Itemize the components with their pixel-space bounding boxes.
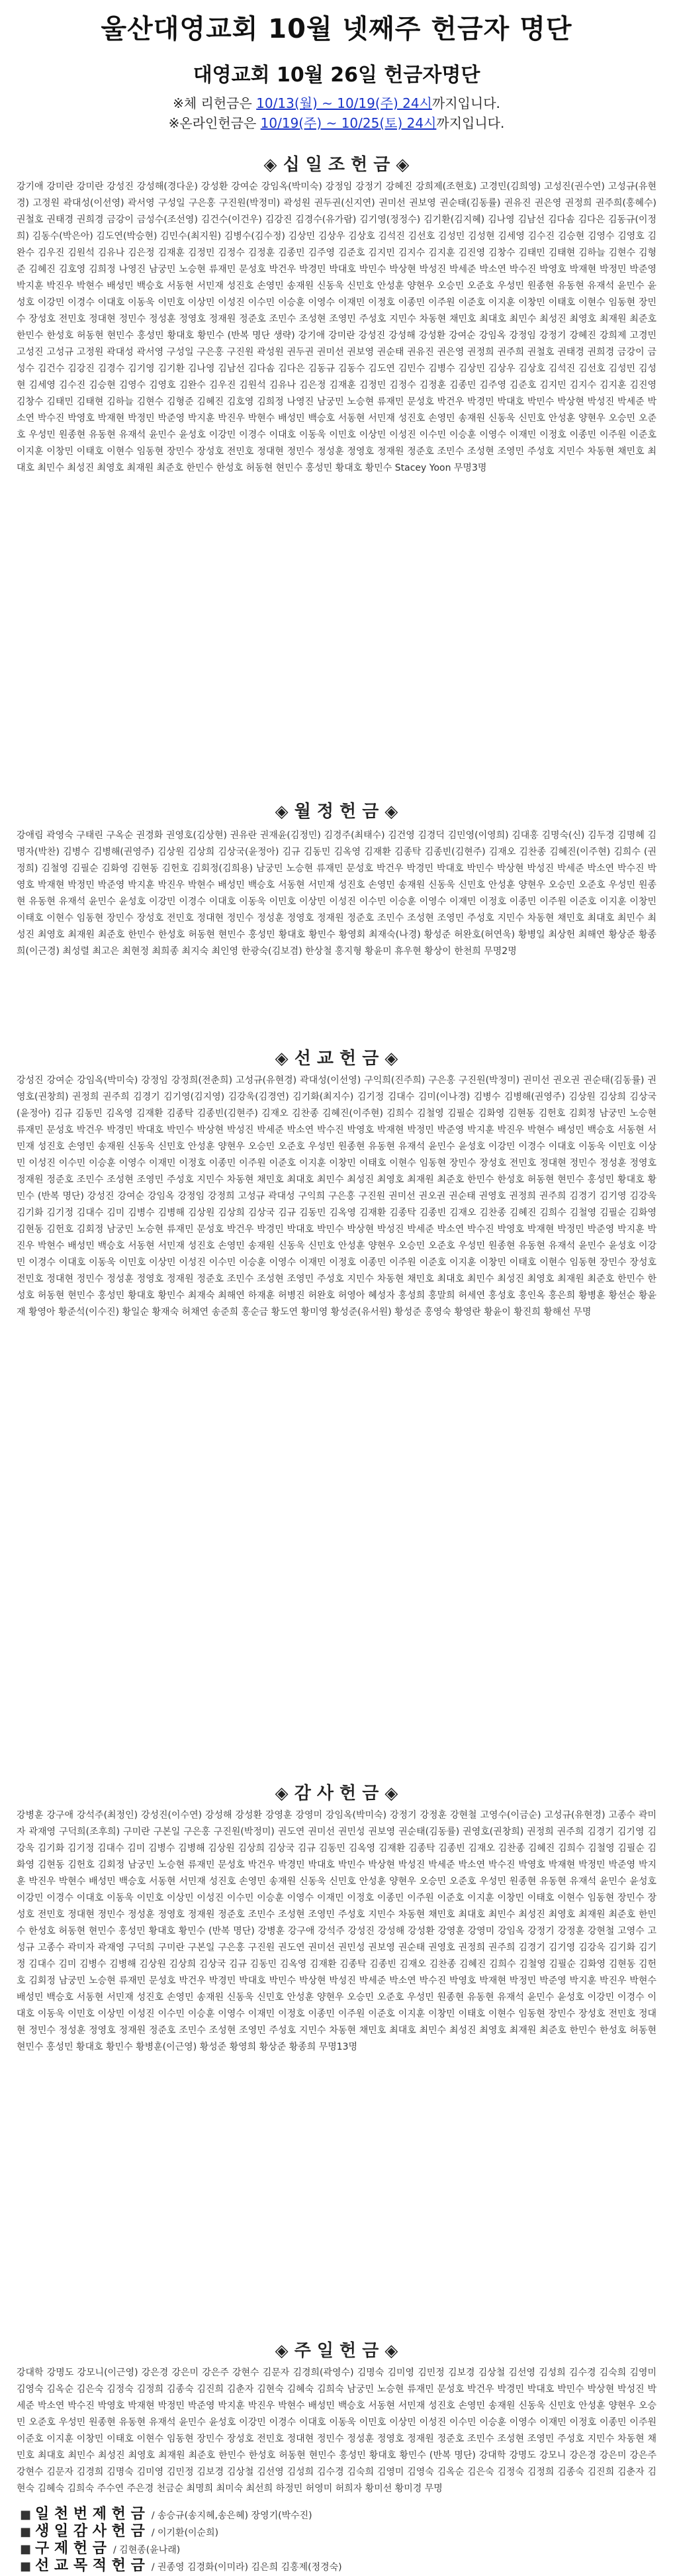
offline-period-prefix: ※체 리헌금은 [173, 95, 257, 111]
offline-period-range[interactable]: 10/13(월) ~ 10/19(주) 24시 [256, 95, 432, 111]
special-offering-label: 구 제 헌 금 [35, 2540, 107, 2557]
special-offering-names: / 권종영 김경화(이미라) 김은희 김홍제(정경숙) [151, 2562, 342, 2573]
online-period-range[interactable]: 10/19(주) ~ 10/25(토) 24시 [260, 115, 437, 131]
sunday-offering-section-title: ◈ 주 일 헌 금 ◈ [275, 2341, 398, 2361]
special-offering-names: / 송승규(송지혜,송은혜) 장영기(박수진) [151, 2510, 312, 2521]
tithe-names: 강기애 강미란 강미란 강성진 강성해(경다운) 강성환 강여순 강임옥(박미숙) 강정임 강정기 강혜진 강희제(조현호) 고경민(김희영) 고성진(권수연) 고성규(유현경) 고정원 곽대성(이선영) 곽서영 구성일 구은홍 구진원(박정미) 곽성원 권두권(신지연) 권미선 권보영 권순태(김동률) 권유진 권은영 권정희 권주희(홍혜수) 권철호 권태경 권희경 금강이 금성수(조선영) 김건수(이건우) 김강진 김경수(유가람) 김기영(정정수) 김기환(김지혜) 김나영 김남선 김다솜 김다은 김동규(이정희) 김동수(박은아) 김도연(박승현) 김민수(최지원) 김병수(김수정) 김상민 김상우 김상호 김석진 김선호 김성민 김성현 김세영 김수진 김승현 김영수 김영호 김완수 김우진 김원석 김유나 김은정 김재훈 김정민 김정수 김정훈 김종민 김주영 김준호 김지민 김지수 김지훈 김진영 김창수 김태민 김태현 김하늘 김현수 김형준 김혜진 김호영 김희정 나영진 남궁민 노승현 류재민 문성호 박건우 박경민 박대호 박민수 박상현 박성진 박세준 박소연 박수진 박영호 박재현 박정민 박준영 박지훈 박진우 박현수 배성민 백승호 서동현 서민재 성진호 손영민 송재원 신동욱 신민호 안성훈 양현우 오승민 오준호 우성민 원종현 유동현 유재석 윤민수 윤성호 이강민 이경수 이대호 이동욱 이민호 이상민 이성진 이수민 이승훈 이영수 이재민 이정호 이종민 이주원 이준호 이지훈 이창민 이태호 이현수 임동현 장민수 장성호 전민호 정대현 정민수 정성훈 정영호 정재원 정준호 조민수 조성현 조영민 주성호 지민수 차동현 채민호 최대호 최민수 최성진 최영호 최재원 최준호 한민수 한성호 허동현 현민수 홍성민 황대호 황민수 (반복 명단 생략) 강기애 강미란 강성진 강성해 강성환 강여순 강임옥 강정임 강정기 강혜진 강희제 고경민 고성진 고성규 고정원 곽대성 곽서영 구성일 구은홍 구진원 곽성원 권두권 권미선 권보영 권순태 권유진 권은영 권정희 권주희 권철호 권태경 권희경 금강이 금성수 김건수 김강진 김경수 김기영 김기환 김나영 김남선 김다솜 김다은 김동규 김동수 김도연 김민수 김병수 김상민 김상우 김상호 김석진 김선호 김성민 김성현 김세영 김수진 김승현 김영수 김영호 김완수 김우진 김원석 김유나 김은정 김재훈 김정민 김정수 김정훈 김종민 김주영 김준호 김지민 김지수 김지훈 김진영 김창수 김태민 김태현 김하늘 김현수 김형준 김혜진 김호영 김희정 나영진 남궁민 노승현 류재민 문성호 박건우 박경민 박대호 박민수 박상현 박성진 박세준 박소연 박수진 박영호 박재현 박정민 박준영 박지훈 박진우 박현수 배성민 백승호 서동현 서민재 성진호 손영민 송재원 신동욱 신민호 안성훈 양현우 오승민 오준호 우성민 원종현 유동현 유재석 윤민수 윤성호 이강민 이경수 이대호 이동욱 이민호 이상민 이성진 이수민 이승훈 이영수 이재민 이정호 이종민 이주원 이준호 이지훈 이창민 이태호 이현수 임동현 장민수 장성호 전민호 정대현 정민수 정성훈 정영호 정재원 정준호 조민수 조성현 조영민 주성호 지민수 차동현 채민호 최대호 최민수 최성진 최영호 최재원 최준호 한민수 한성호 허동현 현민수 홍성민 황대호 황민수 Stacey Yoon 무명3명 [17, 181, 656, 473]
monthly-offering-names: 강애림 곽영숙 구태린 구옥순 권경화 권영호(김상현) 권유란 권재윤(김정민) 김경주(최태수) 김건영 김경덕 김민영(이영희) 김대홍 김명숙(신) 김두경 김명혜 김명자(박찬) 김병수 김병해(권영주) 김상원 김상희 김상국(윤정아) 김규 김동민 김옥영 김재환 김종탁 김종빈(김현주) 김재오 김찬종 김혜진(이주현) 김희수 (권정희) 김철영 김필순 김화영 김현동 김헌호 김회정(김희용) 남궁민 노승현 류재민 문성호 박건우 박경민 박대호 박민수 박상현 박성진 박세준 박소연 박수진 박영호 박재현 박정민 박준영 박지훈 박진우 박현수 배성민 백승호 서동현 서민재 성진호 손영민 송재원 신동욱 신민호 안성훈 양현우 오승민 오준호 우성민 원종현 유동현 유재석 윤민수 윤성호 이강민 이경수 이대호 이동욱 이민호 이상민 이성진 이수민 이승훈 이영수 이재민 이정호 이종민 이주원 이준호 이지훈 이창민 이태호 이현수 임동현 장민수 장성호 전민호 정대현 정민수 정성훈 정영호 정재원 정준호 조민수 조성현 조영민 주성호 지민수 차동현 채민호 최대호 최민수 최성진 최영호 최재원 최준호 한민수 한성호 허동현 현민수 홍성민 황대호 황민수 황영회 최재숙(나경) 황성준 허완호(허연욱) 황병일 최상헌 최해연 황상준 황종희(이근경) 최성렬 최고은 최현정 최희종 최지숙 최인영 한광숙(김보겸) 한상철 홍지형 황윤미 휴우현 황상이 한천희 무명2명 [17, 830, 656, 957]
mission-offering-section-title: ◈ 선 교 헌 금 ◈ [275, 1049, 398, 1069]
special-offering-label: 생 일 감 사 헌 금 [35, 2523, 145, 2540]
special-offering-row [20, 2506, 655, 2523]
bullet-icon: ■ [20, 2542, 32, 2556]
special-offering-names: / 이기환(이순희) [151, 2528, 219, 2538]
special-offering-label: 선 교 목 적 헌 금 [35, 2557, 145, 2574]
thanksgiving-offering-section-title: ◈ 감 사 헌 금 ◈ [275, 1784, 398, 1803]
bullet-icon: ■ [20, 2525, 32, 2539]
special-offering-row [20, 2557, 655, 2575]
page-title: 울산대영교회 10월 넷째주 헌금자 명단 [101, 14, 572, 44]
special-offering-label: 일 천 번 제 헌 금 [35, 2506, 145, 2522]
offline-period-suffix: 까지입니다. [431, 95, 500, 111]
special-offering-row [20, 2540, 655, 2557]
offline-period-note [0, 93, 673, 112]
mission-offering-names: 강성진 강여순 강임옥(박미숙) 강정임 강정희(전춘희) 고성규(유현경) 곽대성(이선영) 구익희(진주희) 구은홍 구진원(박정미) 권미선 권오권 권순태(김동률) 권영호(권창희) 권정희 권주희 김경기 김기영(김지영) 김강욱(김경연) 김기화(최지수) 김기정 김대수 김미(이나경) 김병수 김병해(권영주) 김상원 김상희 김상국(윤정아) 김규 김동민 김옥영 김재환 김종탁 김종빈(김현주) 김재오 김찬종 김혜진(이주현) 김희수 김철영 김필순 김화영 김현동 김헌호 김회정 남궁민 노승현 류재민 문성호 박건우 박경민 박대호 박민수 박상현 박성진 박세준 박소연 박수진 박영호 박재현 박정민 박준영 박지훈 박진우 박현수 배성민 백승호 서동현 서민재 성진호 손영민 송재원 신동욱 신민호 안성훈 양현우 오승민 오준호 우성민 원종현 유동현 유재석 윤민수 윤성호 이강민 이경수 이대호 이동욱 이민호 이상민 이성진 이수민 이승훈 이영수 이재민 이정호 이종민 이주원 이준호 이지훈 이창민 이태호 이현수 임동현 장민수 장성호 전민호 정대현 정민수 정성훈 정영호 정재원 정준호 조민수 조성현 조영민 주성호 지민수 차동현 채민호 최대호 최민수 최성진 최영호 최재원 최준호 한민수 한성호 허동현 현민수 홍성민 황대호 황민수 (반복 명단) 강성진 강여순 강임옥 강정임 강정희 고성규 곽대성 구익희 구은홍 구진원 권미선 권오권 권순태 권영호 권정희 권주희 김경기 김기영 김강욱 김기화 김기정 김대수 김미 김병수 김병해 김상원 김상희 김상국 김규 김동민 김옥영 김재환 김종탁 김종빈 김재오 김찬종 김혜진 김희수 김철영 김필순 김화영 김현동 김헌호 김회정 남궁민 노승현 류재민 문성호 박건우 박경민 박대호 박민수 박상현 박성진 박세준 박소연 박수진 박영호 박재현 박정민 박준영 박지훈 박진우 박현수 배성민 백승호 서동현 서민재 성진호 손영민 송재원 신동욱 신민호 안성훈 양현우 오승민 오준호 우성민 원종현 유동현 유재석 윤민수 윤성호 이강민 이경수 이대호 이동욱 이민호 이상민 이성진 이수민 이승훈 이영수 이재민 이정호 이종민 이주원 이준호 이지훈 이창민 이태호 이현수 임동현 장민수 장성호 전민호 정대현 정민수 정성훈 정영호 정재원 정준호 조민수 조성현 조영민 주성호 지민수 차동현 채민호 최대호 최민수 최성진 최영호 최재원 최준호 한민수 한성호 허동현 현민수 홍성민 황대호 황민수 최재숙 최해연 하재훈 허병진 허완호 허영아 혜성자 홍성희 홍말희 허세연 홍성호 홍인옥 홍은희 황병훈 황선순 황윤재 황영아 황준석(이수진) 황일순 황재숙 허채연 송준희 홍순금 황도연 황미영 황성준(유서원) 황성준 홍영숙 황영란 황윤이 황진희 황해선 무명 [17, 1075, 656, 1317]
online-period-suffix: 까지입니다. [436, 115, 505, 131]
page-subtitle: 대영교회 10월 26일 헌금자명단 [193, 64, 480, 87]
monthly-offering-section-title: ◈ 월 정 헌 금 ◈ [275, 802, 398, 822]
sunday-offering-names: 강대학 강명도 강모니(이근영) 강은경 강은미 강은주 강현수 김문자 김경희(곽영수) 김명숙 김미영 김민정 김보경 김상철 김선영 김성희 김수경 김숙희 김영미 김영숙 김옥순 김은숙 김정숙 김정희 김종숙 김진희 김춘자 김현숙 김혜숙 김희숙 남궁민 노승현 류재민 문성호 박건우 박경민 박대호 박민수 박상현 박성진 박세준 박소연 박수진 박영호 박재현 박정민 박준영 박지훈 박진우 박현수 배성민 백승호 서동현 서민재 성진호 손영민 송재원 신동욱 신민호 안성훈 양현우 오승민 오준호 우성민 원종현 유동현 유재석 윤민수 윤성호 이강민 이경수 이대호 이동욱 이민호 이상민 이성진 이수민 이승훈 이영수 이재민 이정호 이종민 이주원 이준호 이지훈 이창민 이태호 이현수 임동현 장민수 장성호 전민호 정대현 정민수 정성훈 정영호 정재원 정준호 조민수 조성현 조영민 주성호 지민수 차동현 채민호 최대호 최민수 최성진 최영호 최재원 최준호 한민수 한성호 허동현 현민수 홍성민 황대호 황민수 (반복 명단) 강대학 강명도 강모니 강은경 강은미 강은주 강현수 김문자 김경희 김명숙 김미영 김민정 김보경 김상철 김선영 김성희 김수경 김숙희 김영미 김영숙 김옥순 김은숙 김정숙 김정희 김종숙 김진희 김춘자 김현숙 김혜숙 김희숙 주수연 주은경 천금순 최명희 최미숙 최선희 하정민 허영미 허희자 황미선 황미경 무명 [17, 2367, 656, 2494]
bullet-icon: ■ [20, 2508, 32, 2522]
online-period-prefix: ※온라인헌금은 [168, 115, 261, 131]
special-offering-names: / 김현종(윤나래) [113, 2545, 181, 2555]
special-offerings-list [20, 2506, 655, 2575]
thanksgiving-offering-names: 강병훈 강구애 강석주(최정인) 강성진(이수연) 강성해 강성환 강영훈 강영미 강임옥(박미숙) 강정기 강정훈 강현철 고영수(이금순) 고성규(유현경) 고종수 곽미자 곽재영 구덕희(조후희) 구미란 구본일 구은홍 구진원(박정미) 권도연 권미선 권민성 권보영 권순태(김동률) 권영호(권창희) 권정희 권주희 김경기 김기영 김강욱 김기화 김기정 김대수 김미 김병수 김병해 김상원 김상희 김상국 김규 김동민 김옥영 김재환 김종탁 김종빈 김재오 김찬종 김혜진 김희수 김철영 김필순 김화영 김현동 김헌호 김회정 남궁민 노승현 류재민 문성호 박건우 박경민 박대호 박민수 박상현 박성진 박세준 박소연 박수진 박영호 박재현 박정민 박준영 박지훈 박진우 박현수 배성민 백승호 서동현 서민재 성진호 손영민 송재원 신동욱 신민호 안성훈 양현우 오승민 오준호 우성민 원종현 유동현 유재석 윤민수 윤성호 이강민 이경수 이대호 이동욱 이민호 이상민 이성진 이수민 이승훈 이영수 이재민 이정호 이종민 이주원 이준호 이지훈 이창민 이태호 이현수 임동현 장민수 장성호 전민호 정대현 정민수 정성훈 정영호 정재원 정준호 조민수 조성현 조영민 주성호 지민수 차동현 채민호 최대호 최민수 최성진 최영호 최재원 최준호 한민수 한성호 허동현 현민수 홍성민 황대호 황민수 (반복 명단) 강병훈 강구애 강석주 강성진 강성해 강성환 강영훈 강영미 강임옥 강정기 강정훈 강현철 고영수 고성규 고종수 곽미자 곽재영 구덕희 구미란 구본일 구은홍 구진원 권도연 권미선 권민성 권보영 권순태 권영호 권정희 권주희 김경기 김기영 김강욱 김기화 김기정 김대수 김미 김병수 김병해 김상원 김상희 김상국 김규 김동민 김옥영 김재환 김종탁 김종빈 김재오 김찬종 김혜진 김희수 김철영 김필순 김화영 김현동 김헌호 김회정 남궁민 노승현 류재민 문성호 박건우 박경민 박대호 박민수 박상현 박성진 박세준 박소연 박수진 박영호 박재현 박정민 박준영 박지훈 박진우 박현수 배성민 백승호 서동현 서민재 성진호 손영민 송재원 신동욱 신민호 안성훈 양현우 오승민 오준호 우성민 원종현 유동현 유재석 윤민수 윤성호 이강민 이경수 이대호 이동욱 이민호 이상민 이성진 이수민 이승훈 이영수 이재민 이정호 이종민 이주원 이준호 이지훈 이창민 이태호 이현수 임동현 장민수 장성호 전민호 정대현 정민수 정성훈 정영호 정재원 정준호 조민수 조성현 조영민 주성호 지민수 차동현 채민호 최대호 최민수 최성진 최영호 최재원 최준호 한민수 한성호 허동현 현민수 홍성민 황대호 황민수 황병훈(이근영) 황성준 황영희 황상준 황종희 무명13명 [17, 1810, 656, 2052]
special-offering-row [20, 2523, 655, 2540]
tithe-section-title: ◈ 십 일 조 헌 금 ◈ [263, 155, 410, 175]
online-period-note [0, 113, 673, 132]
bullet-icon: ■ [20, 2559, 32, 2573]
